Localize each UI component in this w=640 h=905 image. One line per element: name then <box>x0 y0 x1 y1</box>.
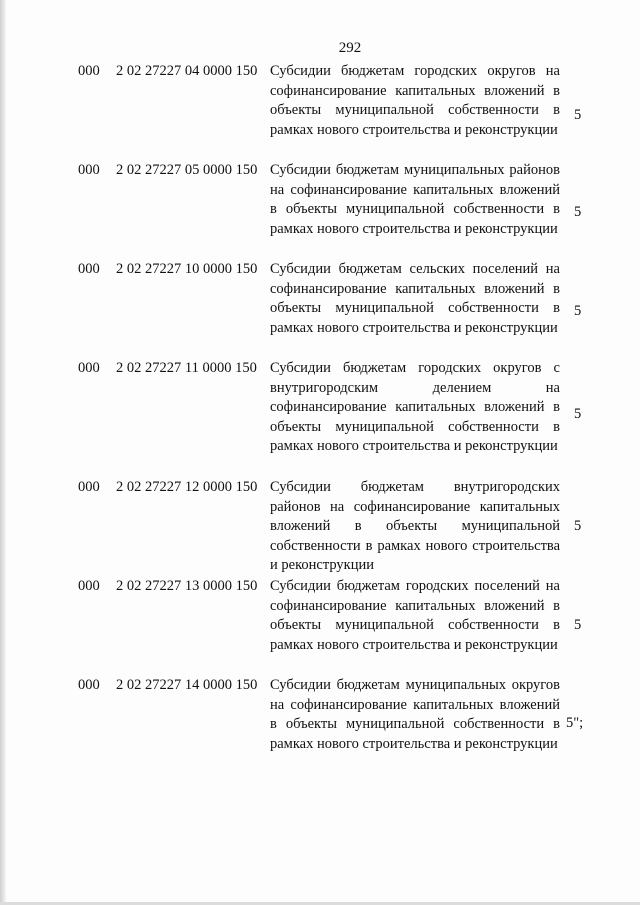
admin-code: 000 <box>78 479 100 495</box>
table-row <box>0 478 640 577</box>
row-description: Субсидии бюджетам муниципальных районов на софинансирование капитальных вложений в объекты муниципальной собственности в рамках нового строительства и реконструкции <box>270 162 560 237</box>
table-row <box>0 577 640 676</box>
budget-classification-code: 2 02 27227 12 0000 150 <box>116 479 258 495</box>
table-row <box>0 676 640 775</box>
row-value: 5 <box>574 617 582 633</box>
row-description: Субсидии бюджетам городских поселений на софинансирование капитальных вложений в объекты муниципальной собственности в рамках нового строительства и реконструкции <box>270 578 560 653</box>
row-value: 5 <box>574 518 582 534</box>
row-value: 5 <box>574 107 582 123</box>
budget-classification-code: 2 02 27227 04 0000 150 <box>116 63 258 79</box>
page-number: 292 <box>338 40 362 56</box>
admin-code: 000 <box>78 162 100 178</box>
row-description: Субсидии бюджетам городских округов на софинансирование капитальных вложений в объекты муниципальной собственности в рамках нового строительства и реконструкции <box>270 63 560 138</box>
budget-classification-code: 2 02 27227 11 0000 150 <box>116 360 257 376</box>
budget-code-table <box>0 62 640 775</box>
admin-code: 000 <box>78 360 100 376</box>
table-row <box>0 260 640 359</box>
row-value: 5 <box>574 406 582 422</box>
row-description: Субсидии бюджетам муниципальных округов на софинансирование капитальных вложений в объекты муниципальной собственности в рамках нового строительства и реконструкции <box>270 677 560 752</box>
row-value: 5 <box>574 303 582 319</box>
row-description: Субсидии бюджетам городских округов с внутригородским делением на софинансирование капитальных вложений в объекты муниципальной собственности в рамках нового строительства и реконструкции <box>270 360 560 455</box>
admin-code: 000 <box>78 578 100 594</box>
budget-classification-code: 2 02 27227 05 0000 150 <box>116 162 258 178</box>
row-value: 5"; <box>566 715 584 731</box>
table-row <box>0 359 640 478</box>
budget-classification-code: 2 02 27227 10 0000 150 <box>116 261 258 277</box>
table-row <box>0 62 640 161</box>
budget-classification-code: 2 02 27227 13 0000 150 <box>116 578 258 594</box>
admin-code: 000 <box>78 677 100 693</box>
row-description: Субсидии бюджетам внутригородских районов на софинансирование капитальных вложений в объекты муниципальной собственности в рамках нового строительства и реконструкции <box>270 479 560 574</box>
admin-code: 000 <box>78 261 100 277</box>
admin-code: 000 <box>78 63 100 79</box>
row-description: Субсидии бюджетам сельских поселений на софинансирование капитальных вложений в объекты муниципальной собственности в рамках нового строительства и реконструкции <box>270 261 560 336</box>
table-row <box>0 161 640 260</box>
budget-classification-code: 2 02 27227 14 0000 150 <box>116 677 258 693</box>
row-value: 5 <box>574 204 582 220</box>
